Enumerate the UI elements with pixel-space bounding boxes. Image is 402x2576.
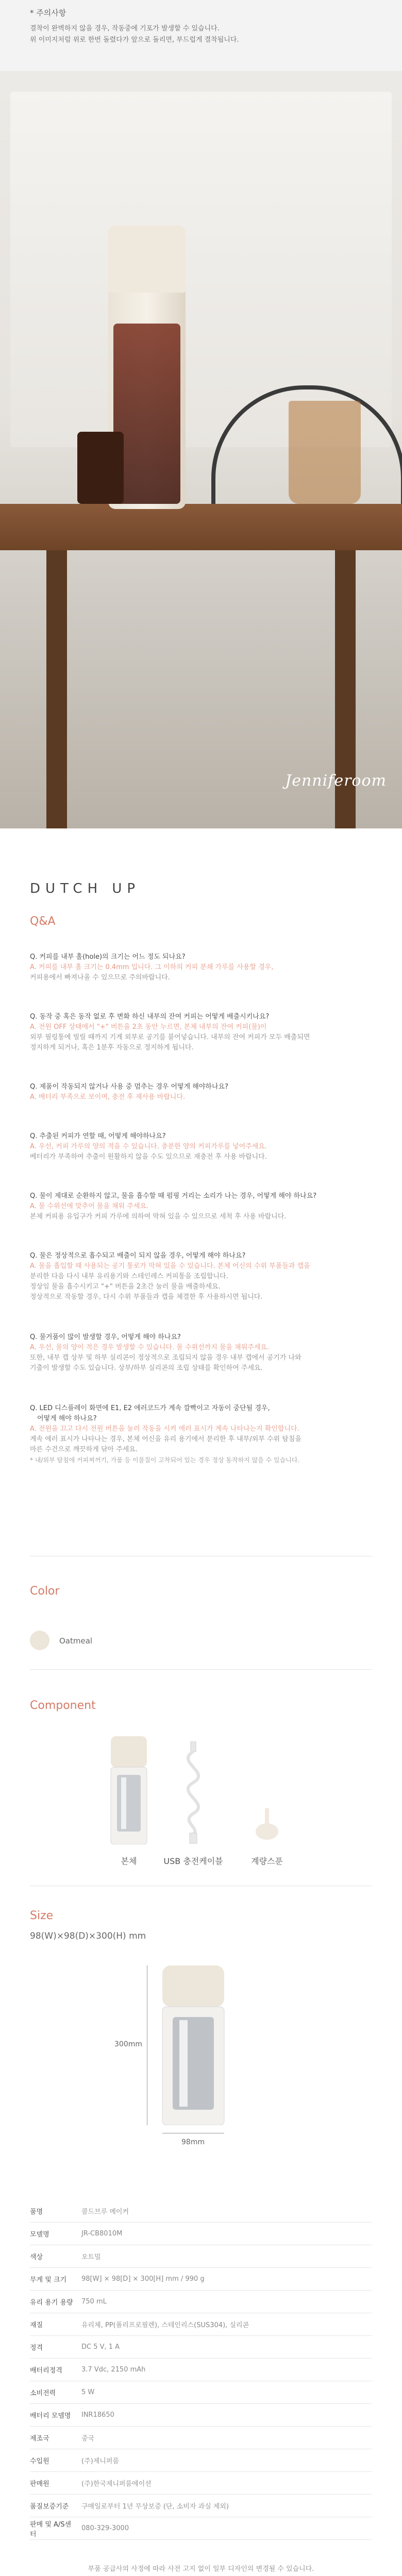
qa-item <box>30 952 380 983</box>
answer: A. 우선, 물의 양이 적은 경우 발생할 수 있습니다. 물 수위선까지 물을 채워주세요. <box>30 1344 270 1351</box>
answer: 정상적으로 작동할 경우, 다시 수위 부품들과 캡을 체결한 후 사용하시면 됩니다. <box>30 1293 263 1301</box>
answer: 본체 커피용 유입구가 커피 가루에 의하여 막혀 있을 수 있으므로 세척 후 사용 바랍니다. <box>30 1213 287 1221</box>
spec-value: 98[W] × 98[D] × 300[H] mm / 990 g <box>76 2268 372 2291</box>
component-section-title: Component <box>30 1699 96 1712</box>
brand-heading: DUTCH UP <box>30 881 141 896</box>
spec-row <box>30 2517 372 2540</box>
spec-key: 판매 및 A/S센터 <box>30 2517 76 2540</box>
coffee-jar-image <box>77 432 124 504</box>
spec-key: 판매원 <box>30 2472 76 2495</box>
size-product-image <box>155 1965 232 2125</box>
answer: 외부 필링통에 빌릴 때까지 기계 외부로 공기를 불어넣습니다. 내부의 잔여 커피가 모두 배출되면 <box>30 1033 310 1041</box>
coffee-glass-image <box>289 401 361 504</box>
width-label: 98mm <box>181 2138 205 2146</box>
question: Q. 물이 제대로 순환하지 않고, 물을 흡수할 때 펌핑 거리는 소리가 나는 경우, 어떻게 해야 하나요? <box>30 1192 317 1200</box>
spec-key: 모델명 <box>30 2223 76 2245</box>
spec-value: 중국 <box>76 2427 372 2449</box>
spec-row <box>30 2472 372 2495</box>
question: Q. 추출된 커피가 연할 때, 어떻게 해야하나요? <box>30 1132 166 1140</box>
spec-row <box>30 2245 372 2268</box>
spec-value: (주)제니퍼룸 <box>76 2449 372 2472</box>
answer: A. 전원을 끄고 다시 전원 버튼을 눌러 작동을 시켜 에러 표시가 계속 나타나는지 확인합니다. <box>30 1425 299 1433</box>
question: 어떻게 해야 하나요? <box>37 1415 97 1422</box>
answer: 분리한 다음 다시 내부 유리용기와 스테인레스 커피통을 조립합니다. <box>30 1273 228 1280</box>
qa-item <box>30 1403 380 1465</box>
spec-value: 유리체, PP(폴리프로필렌), 스테인리스(SUS304), 실리콘 <box>76 2313 372 2336</box>
cable-illustration <box>170 1741 216 1844</box>
spec-row <box>30 2449 372 2472</box>
bottle-cap <box>108 226 186 293</box>
size-section-title: Size <box>30 1909 54 1922</box>
color-swatch-oatmeal <box>30 1631 49 1650</box>
spec-value: 750 mL <box>76 2291 372 2313</box>
component-label-spoon: 계량스푼 <box>251 1856 283 1866</box>
spec-row <box>30 2223 372 2245</box>
answer: A. 우선, 커피 가루의 양의 적을 수 있습니다. 충분한 양의 커피가루를 넣어주세요. <box>30 1143 267 1150</box>
footer-note: 부품 공급사의 사정에 따라 사전 고지 없이 일부 디자인의 변경될 수 있습니다. <box>88 2565 314 2573</box>
qa-section-title: Q&A <box>30 915 56 928</box>
qa-item <box>30 1251 380 1302</box>
size-product-illustration <box>155 1965 232 2125</box>
spec-row <box>30 2359 372 2381</box>
spec-row <box>30 2313 372 2336</box>
hero-product-photo <box>0 71 402 828</box>
spec-row <box>30 2291 372 2313</box>
spec-value: 구매일로부터 1년 무상보증 (단, 소비자 과실 제외) <box>76 2495 372 2517</box>
spec-key: 정격 <box>30 2336 76 2359</box>
component-cable-image <box>170 1741 216 1844</box>
answer: A. 배터리 부족으로 보이며, 충전 후 재사용 바랍니다. <box>30 1093 186 1101</box>
color-section-title: Color <box>30 1585 60 1598</box>
spec-row <box>30 2200 372 2223</box>
answer: 마른 수건으로 깨끗하게 닦아 주세요. <box>30 1446 138 1453</box>
section-divider <box>30 1669 372 1670</box>
spec-key: 제조국 <box>30 2427 76 2449</box>
answer: 베터리가 부족하여 추출이 원활하지 않을 수도 있으므로 재충전 후 사용 바랍니다. <box>30 1153 267 1161</box>
answer: A. 커피를 내부 홀 크기는 0.4mm 입니다. 그 이하의 커피 분쇄 가루를 사용할 경우, <box>30 963 274 971</box>
spec-key: 유리 용기 용량 <box>30 2291 76 2313</box>
spec-row <box>30 2268 372 2291</box>
brand-logo: Jenniferoom <box>285 772 387 790</box>
qa-item <box>30 1012 380 1053</box>
spec-row <box>30 2427 372 2449</box>
table-top <box>0 504 402 550</box>
answer: 계속 에러 표시가 나타나는 경우, 본체 어신을 유리 용기에서 분리한 후 내부/외부 수위 탐침을 <box>30 1435 301 1443</box>
spec-value: (주)한국제니퍼룸에이션 <box>76 2472 372 2495</box>
spoon-illustration <box>252 1806 282 1842</box>
question: Q. 제품이 작동되지 않거나 사용 중 멈추는 경우 어떻게 해야하나요? <box>30 1083 228 1091</box>
spec-key: 품명 <box>30 2200 76 2223</box>
spec-row <box>30 2381 372 2404</box>
spec-key: 수입원 <box>30 2449 76 2472</box>
question: Q. 커피를 내부 홀(hole)의 크기는 어느 정도 되나요? <box>30 953 186 961</box>
color-name: Oatmeal <box>59 1636 93 1646</box>
spec-row <box>30 2404 372 2427</box>
question: Q. 물거품이 많이 발생할 경우, 어떻게 해야 하나요? <box>30 1333 181 1341</box>
table-leg <box>46 550 67 828</box>
caution-box <box>0 0 402 71</box>
qa-item <box>30 1131 380 1162</box>
answer: A. 전원 OFF 상태에서 "+" 버튼을 2초 동안 누르면, 본체 내부의 잔여 커피(물)이 <box>30 1023 267 1031</box>
spec-value: JR-CB8010M <box>76 2223 372 2245</box>
spec-key: 배터리 모델명 <box>30 2404 76 2427</box>
spec-key: 배터리정격 <box>30 2359 76 2381</box>
spec-value: 080-329-3000 <box>76 2517 372 2540</box>
component-label-body: 본체 <box>121 1856 137 1866</box>
spec-key: 품질보증기준 <box>30 2495 76 2517</box>
component-body-image <box>106 1736 152 1844</box>
height-label: 300mm <box>114 2040 142 2048</box>
answer: 정지하게 되거나, 혹은 1분후 자동으로 정지하게 됩니다. <box>30 1044 194 1052</box>
spec-key: 소비전력 <box>30 2381 76 2404</box>
qa-item <box>30 1082 380 1103</box>
caution-title: * 주의사항 <box>30 8 66 18</box>
spec-key: 무게 및 크기 <box>30 2268 76 2291</box>
answer: 커피용에서 빠져나올 수 있으므로 주의바랍니다. <box>30 974 170 981</box>
spec-value: INR18650 <box>76 2404 372 2427</box>
answer: 기출이 발생할 수도 있습니다. 상부/하부 실리콘의 조립 상태를 확인하여 주세요. <box>30 1364 263 1372</box>
question: Q. 물은 정상적으로 흡수되고 배출이 되지 않을 경우, 어떻게 해야 하나요? <box>30 1252 246 1260</box>
question: Q. LED 디스플레이 화면에 E1, E2 에러코드가 계속 깜빡이고 자동이 중단될 경우, <box>30 1404 270 1412</box>
component-spoon-image <box>252 1806 282 1842</box>
spec-row <box>30 2495 372 2517</box>
spec-value: 콜드브루 메이커 <box>76 2200 372 2223</box>
answer: A. 물을 흡입할 때 사용되는 공기 통로가 막혀 있을 수 있습니다. 본체 어신의 수위 부품들과 캡을 <box>30 1262 310 1270</box>
qa-item <box>30 1332 380 1374</box>
answer-note: * 내/외부 탐침에 커피찌꺼기, 가품 등 이물질이 고착되어 있는 경우 정상 동작하지 않을 수 있습니다. <box>30 1456 300 1464</box>
spec-value: 5 W <box>76 2381 372 2404</box>
answer: 또한, 내부 캡 상부 및 하부 실리콘이 정상적으로 조립되지 않을 경우 내부 캡에서 공기가 나와 <box>30 1354 301 1362</box>
spec-key: 색상 <box>30 2245 76 2268</box>
qa-item <box>30 1191 380 1222</box>
question: Q. 동작 중 혹은 동작 없로 후 변화 하신 내부의 잔여 커피는 어떻게 배출시키나요? <box>30 1013 270 1021</box>
body-illustration <box>106 1736 152 1844</box>
answer: 정상임 물을 흡수시키고 "+" 버튼을 2초간 눌러 물을 배출하세요. <box>30 1283 221 1291</box>
spec-value: 오트밀 <box>76 2245 372 2268</box>
size-dimensions: 98(W)×98(D)×300(H) mm <box>30 1931 146 1941</box>
answer: A. 물 수위선에 맞추어 물을 채워 주세요. <box>30 1202 149 1210</box>
spec-value: 3.7 Vdc, 2150 mAh <box>76 2359 372 2381</box>
component-label-cable: USB 충전케이블 <box>163 1856 223 1866</box>
spec-value: DC 5 V, 1 A <box>76 2336 372 2359</box>
spec-table <box>30 2200 372 2540</box>
spec-row <box>30 2336 372 2359</box>
caution-line: 위 이미지처럼 위로 한번 돌렸다가 앞으로 돌리면, 부드럽게 결착됩니다. <box>30 36 239 44</box>
spec-key: 재질 <box>30 2313 76 2336</box>
caution-line: 결착이 완벽하지 않을 경우, 작동중에 기포가 발생할 수 있습니다. <box>30 25 220 32</box>
